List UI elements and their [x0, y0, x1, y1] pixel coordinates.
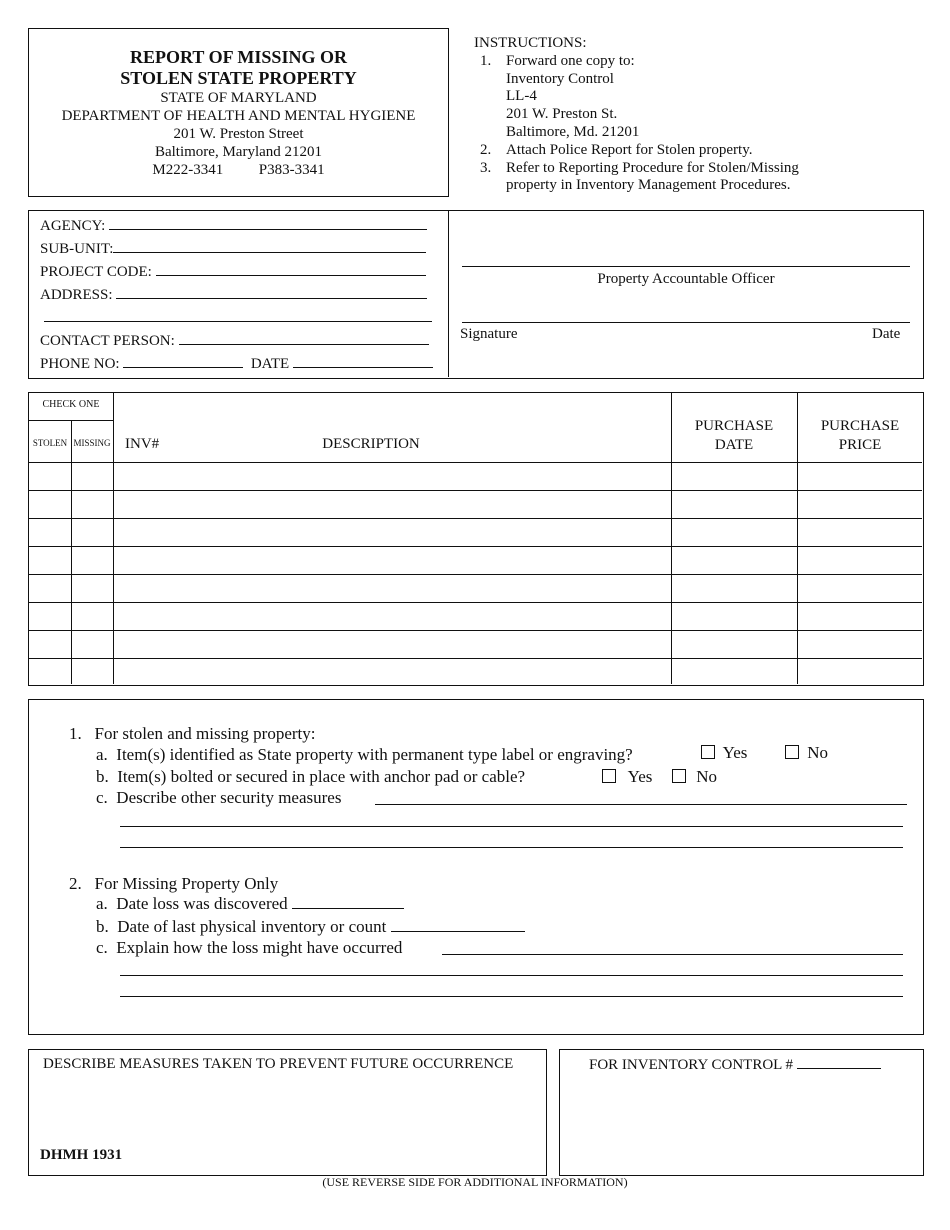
q1a-letter: a.	[96, 745, 108, 764]
check-one-label: CHECK ONE	[42, 399, 100, 410]
sub-unit-field[interactable]	[40, 238, 433, 261]
purchase-price-header-line2: PRICE	[838, 437, 882, 453]
agency-field[interactable]	[40, 215, 433, 238]
phone-date-field[interactable]	[40, 353, 433, 376]
inventory-control-input-line[interactable]	[797, 1056, 881, 1069]
q2c-answer-line[interactable]	[442, 954, 903, 955]
q1b-text: Item(s) bolted or secured in place with anchor pad or cable?	[117, 767, 526, 786]
inventory-control-box[interactable]	[559, 1049, 924, 1176]
agency-label: AGENCY:	[40, 218, 106, 234]
instr-3-line-1: Refer to Reporting Procedure for Stolen/Missing	[506, 159, 799, 176]
q1a-yes-option[interactable]	[701, 742, 747, 763]
q2c-letter: c.	[96, 938, 108, 957]
form-title-line1: REPORT OF MISSING OR	[130, 47, 347, 67]
code-p: P383-3341	[258, 162, 325, 178]
q2c-text: Explain how the loss might have occurred	[116, 938, 403, 957]
q2a-text: Date loss was discovered	[116, 894, 288, 913]
q1a-yes-checkbox[interactable]	[701, 745, 715, 759]
q1c-letter: c.	[96, 788, 108, 807]
project-code-input-line[interactable]	[156, 263, 426, 276]
questions-box	[28, 699, 924, 1035]
purchase-date-header-line2: DATE	[714, 437, 754, 453]
address-input-line[interactable]	[116, 286, 427, 299]
contact-person-input-line[interactable]	[179, 332, 429, 345]
city-address: Baltimore, Maryland 21201	[154, 144, 323, 160]
inv-column-header: INV#	[125, 436, 160, 452]
q1b-no-option[interactable]	[672, 766, 717, 787]
items-table	[28, 392, 924, 686]
sub-unit-input-line[interactable]	[113, 240, 426, 253]
q1c-answer-line[interactable]	[375, 804, 907, 805]
date-label: DATE	[250, 356, 290, 372]
q1a-yes-label: Yes	[722, 743, 748, 762]
table-row[interactable]	[29, 575, 922, 602]
purchase-date-header	[671, 417, 797, 455]
table-row[interactable]	[29, 463, 922, 490]
q2c	[96, 937, 402, 958]
measures-label: DESCRIBE MEASURES TAKEN TO PREVENT FUTURE OCCURRENCE	[43, 1056, 514, 1072]
table-row[interactable]	[29, 519, 922, 546]
address-line-2[interactable]	[40, 307, 433, 330]
agency-divider	[448, 211, 449, 377]
phone-input-line[interactable]	[123, 355, 243, 368]
q1b-yes-option[interactable]	[602, 766, 652, 787]
agency-officer-box	[28, 210, 924, 379]
q1b	[96, 766, 525, 787]
q1b-yes-checkbox[interactable]	[602, 769, 616, 783]
q1a-no-label: No	[807, 743, 829, 762]
instructions-heading: INSTRUCTIONS:	[474, 35, 587, 51]
q2b-letter: b.	[96, 917, 109, 936]
officer-line[interactable]	[462, 266, 910, 267]
instr-1-line-1: Forward one copy to:	[506, 52, 635, 69]
sub-unit-label: SUB-UNIT:	[40, 241, 114, 257]
check-one-divider	[29, 420, 113, 421]
q2b-text: Date of last physical inventory or count	[117, 917, 387, 936]
code-m: M222-3341	[152, 162, 224, 178]
q1c	[96, 787, 341, 808]
q1-text: For stolen and missing property:	[94, 724, 316, 743]
q1a-text: Item(s) identified as State property with permanent type label or engraving?	[116, 745, 633, 764]
instr-num-2: 2.	[480, 141, 492, 158]
measures-box[interactable]	[28, 1049, 547, 1176]
table-row[interactable]	[29, 603, 922, 630]
reverse-side-note: (USE REVERSE SIDE FOR ADDITIONAL INFORMATION)	[322, 1175, 628, 1189]
project-code-label: PROJECT CODE:	[40, 264, 152, 280]
instructions	[474, 35, 934, 195]
instr-num-1: 1.	[480, 52, 492, 69]
q1	[69, 723, 315, 744]
header-box	[28, 28, 449, 197]
instr-3-line-2: property in Inventory Management Procedures.	[506, 177, 791, 194]
q2b	[96, 916, 525, 937]
street-address: 201 W. Preston Street	[173, 126, 304, 142]
department-name: DEPARTMENT OF HEALTH AND MENTAL HYGIENE	[61, 108, 416, 124]
table-row[interactable]	[29, 547, 922, 574]
q1c-answer-line[interactable]	[120, 847, 903, 848]
signature-label: Signature	[460, 326, 518, 342]
signature-line[interactable]	[462, 322, 910, 323]
q1b-letter: b.	[96, 767, 109, 786]
q1-number: 1.	[69, 724, 82, 743]
contact-person-field[interactable]	[40, 330, 433, 353]
stolen-column-header: STOLEN	[32, 438, 68, 448]
q2-text: For Missing Property Only	[94, 874, 279, 893]
q1b-no-label: No	[696, 767, 718, 786]
agency-input-line[interactable]	[109, 217, 427, 230]
form-number: DHMH 1931	[40, 1147, 123, 1163]
contact-person-label: CONTACT PERSON:	[40, 333, 175, 349]
instr-1-line-4: 201 W. Preston St.	[506, 106, 618, 123]
phone-codes	[29, 161, 448, 179]
description-column-header: DESCRIPTION	[322, 436, 420, 452]
state-name: STATE OF MARYLAND	[160, 90, 317, 106]
address-label: ADDRESS:	[40, 287, 113, 303]
q1a-no-checkbox[interactable]	[785, 745, 799, 759]
q2-number: 2.	[69, 874, 82, 893]
instr-num-3: 3.	[480, 159, 492, 176]
q1a-no-option[interactable]	[785, 742, 828, 763]
missing-column-header: MISSING	[73, 438, 111, 448]
q1a	[96, 744, 633, 765]
purchase-price-header	[797, 417, 923, 455]
phone-label: PHONE NO:	[40, 356, 120, 372]
q1b-no-checkbox[interactable]	[672, 769, 686, 783]
table-row[interactable]	[29, 491, 922, 518]
form-title-line2: STOLEN STATE PROPERTY	[120, 68, 357, 88]
q2c-answer-line[interactable]	[120, 975, 903, 976]
purchase-date-header-line1: PURCHASE	[694, 418, 774, 434]
instr-1-line-5: Baltimore, Md. 21201	[506, 123, 640, 140]
q2b-answer-line[interactable]	[391, 918, 525, 932]
instr-1-line-3: LL-4	[506, 88, 537, 105]
q1c-answer-line[interactable]	[120, 826, 903, 827]
q2	[69, 873, 278, 894]
q1c-text: Describe other security measures	[116, 788, 342, 807]
inventory-control-label: FOR INVENTORY CONTROL #	[589, 1057, 794, 1073]
purchase-price-header-line1: PURCHASE	[820, 418, 900, 434]
table-row[interactable]	[29, 659, 922, 684]
q2a-answer-line[interactable]	[292, 895, 404, 909]
address-input-line-2[interactable]	[44, 309, 432, 322]
q2a	[96, 893, 404, 914]
officer-title: Property Accountable Officer	[597, 271, 775, 287]
officer-date-label: Date	[872, 326, 901, 342]
date-input-line[interactable]	[293, 355, 433, 368]
address-field[interactable]	[40, 284, 433, 307]
q2c-answer-line[interactable]	[120, 996, 903, 997]
instr-2-line-1: Attach Police Report for Stolen property.	[506, 141, 753, 158]
project-code-field[interactable]	[40, 261, 433, 284]
instr-1-line-2: Inventory Control	[506, 70, 614, 87]
table-row[interactable]	[29, 631, 922, 658]
q2a-letter: a.	[96, 894, 108, 913]
inventory-control-field[interactable]	[589, 1056, 881, 1074]
q1b-yes-label: Yes	[627, 767, 653, 786]
